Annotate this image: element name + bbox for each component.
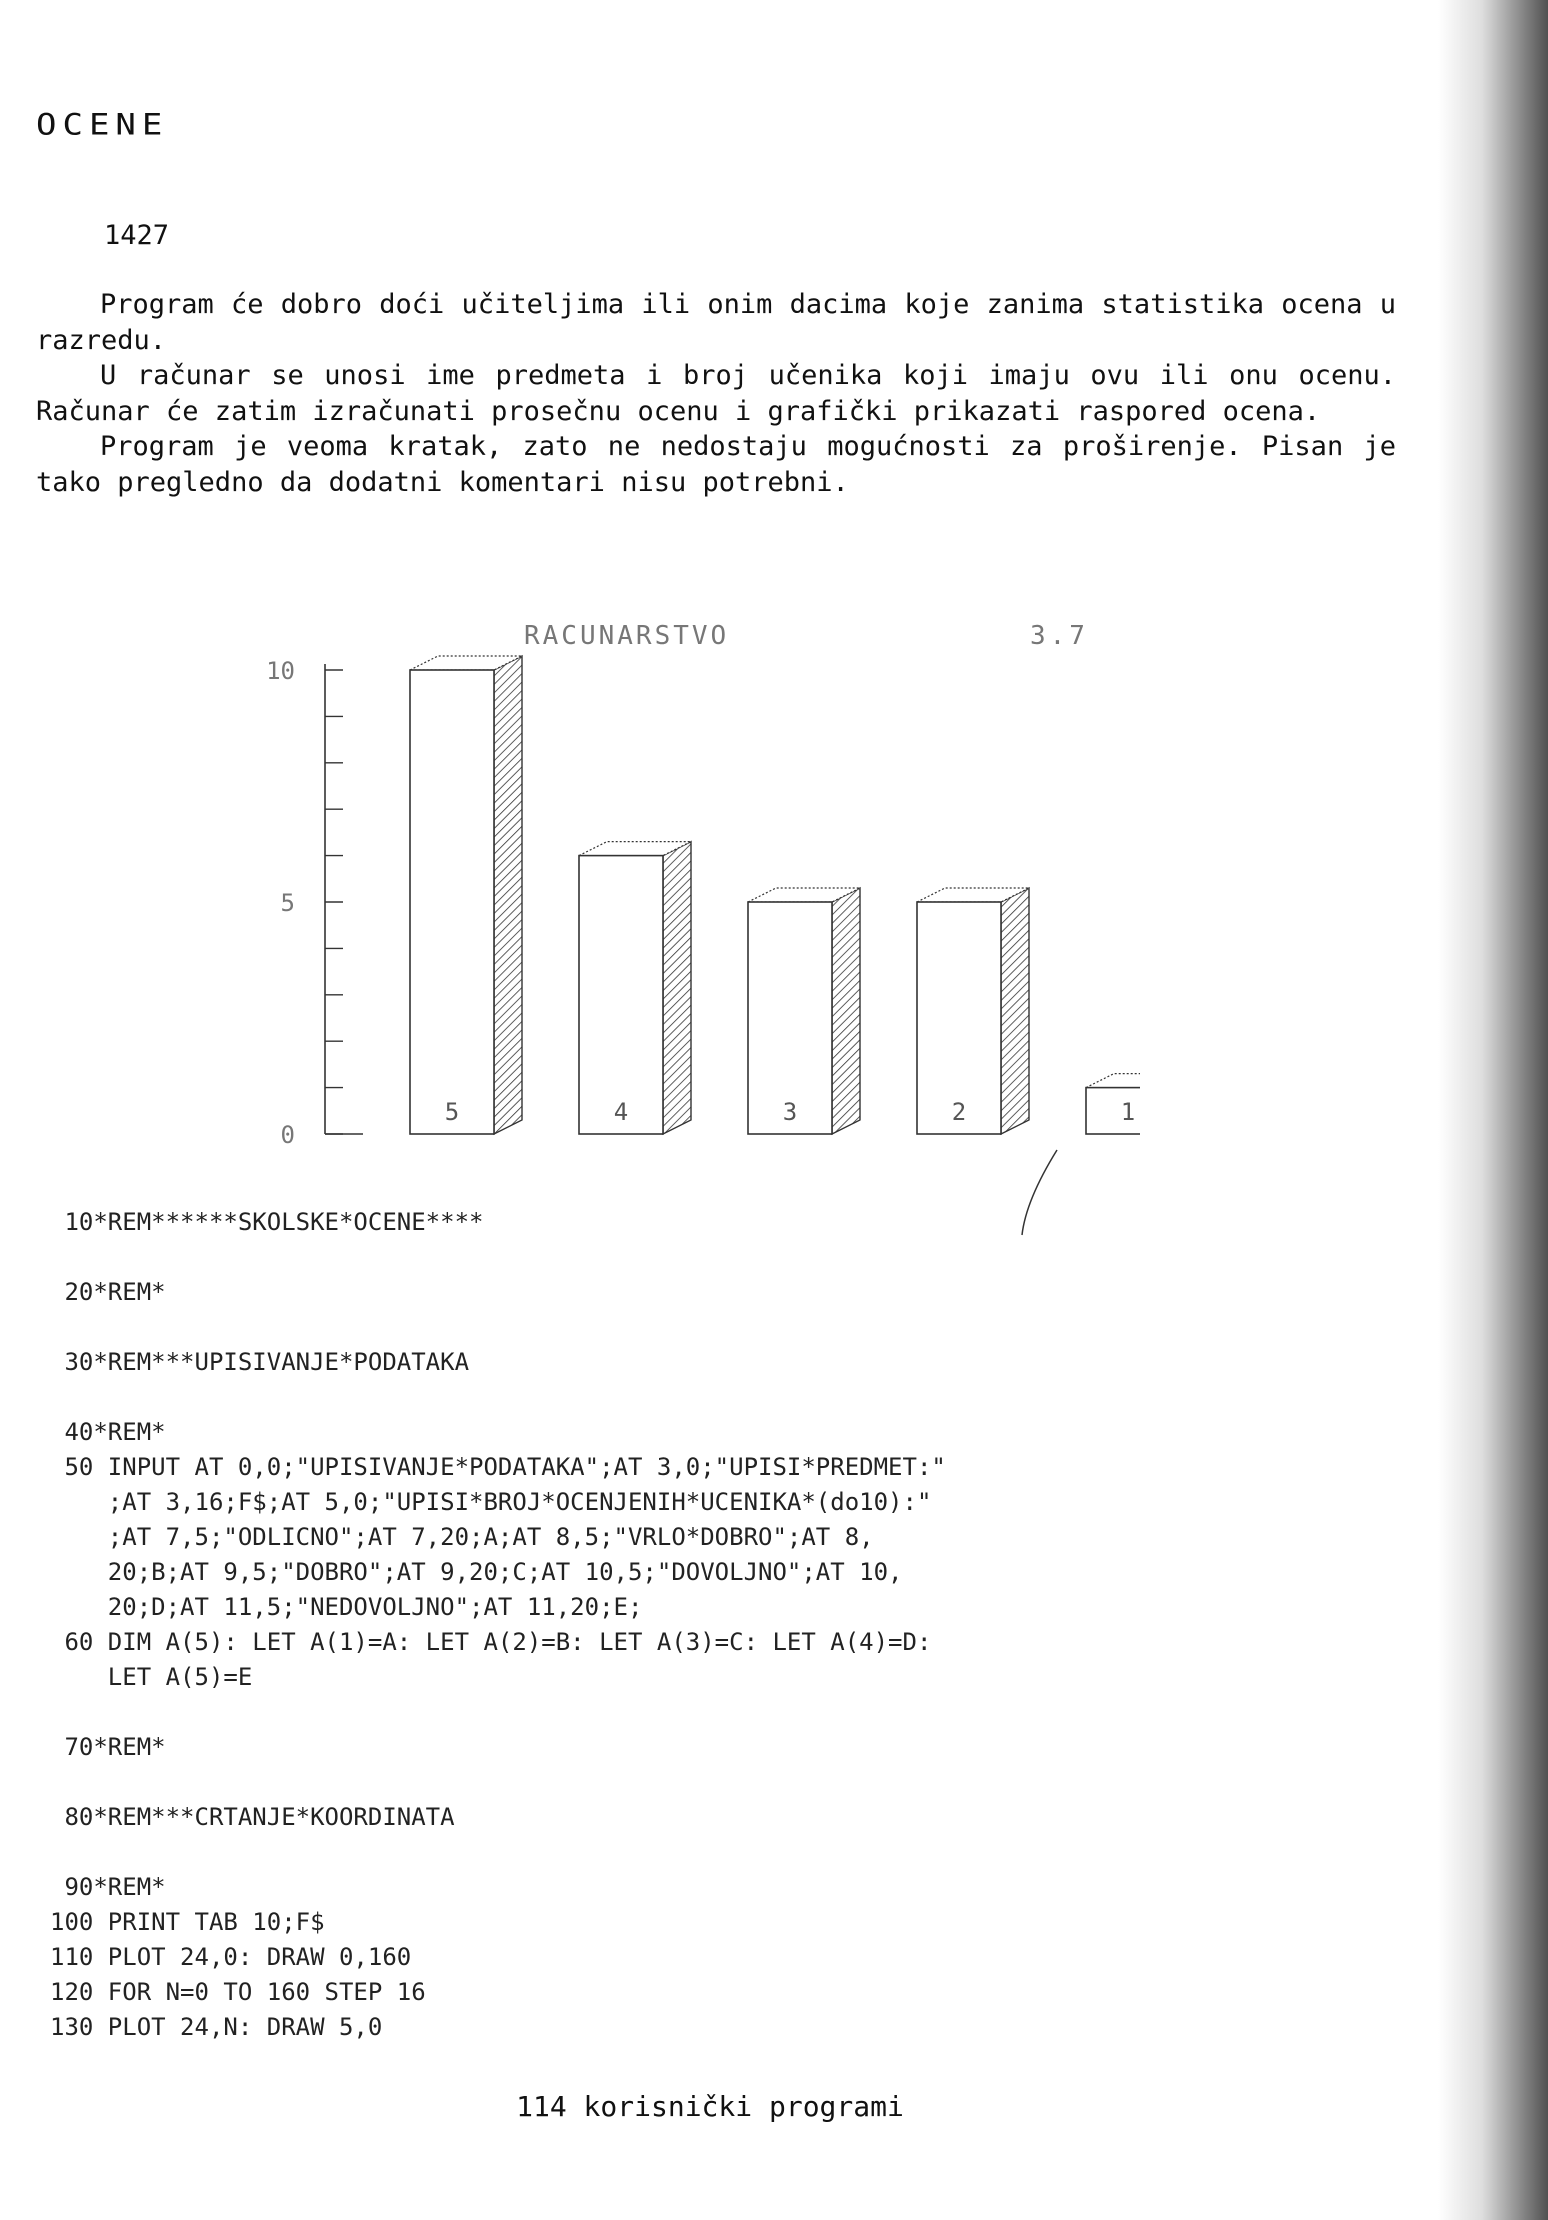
chart-average: 3.7	[1030, 621, 1089, 651]
code-line: 110 PLOT 24,0: DRAW 0,160	[50, 1943, 412, 1971]
bars	[410, 656, 1140, 1134]
paragraph-1: Program će dobro doći učiteljima ili onim dacima koje zanima statistika ocena u razredu.	[36, 289, 1396, 356]
code-line: 40*REM*	[50, 1418, 166, 1446]
y-tick-label: 10	[266, 657, 295, 685]
paragraph-2: U računar se unosi ime predmeta i broj učenika koji imaju ovu ili onu ocenu. Računar će zatim izračunati prosečnu ocenu i grafički prikazati raspored ocena.	[36, 360, 1396, 427]
chart-title: RACUNARSTVO	[524, 621, 730, 651]
y-tick-label: 0	[280, 1121, 295, 1149]
code-line: 70*REM*	[50, 1733, 166, 1761]
bar-grade-1	[1086, 1074, 1140, 1134]
bar-grade-5	[410, 656, 522, 1134]
bar-front	[579, 856, 663, 1134]
page-heading: OCENE	[36, 108, 169, 142]
bar-grade-4	[579, 842, 691, 1134]
bar-front	[410, 670, 494, 1134]
code-blank-line	[50, 1380, 1170, 1415]
code-blank-line	[50, 1765, 1170, 1800]
bar-grade-2	[917, 888, 1029, 1134]
page-footer: 114 korisnički programi	[516, 2090, 904, 2123]
code-line: ;AT 7,5;"ODLICNO";AT 7,20;A;AT 8,5;"VRLO*DOBRO";AT 8,	[50, 1523, 874, 1551]
grade-chart	[220, 610, 1140, 1250]
code-line: 20;B;AT 9,5;"DOBRO";AT 9,20;C;AT 10,5;"DOVOLJNO";AT 10,	[50, 1558, 903, 1586]
code-line: LET A(5)=E	[50, 1663, 253, 1691]
code-line: ;AT 3,16;F$;AT 5,0;"UPISI*BROJ*OCENJENIH*UCENIKA*(do10):"	[50, 1488, 932, 1516]
description	[36, 287, 1396, 500]
code-line: 20;D;AT 11,5;"NEDOVOLJNO";AT 11,20;E;	[50, 1593, 643, 1621]
paragraph-3: Program je veoma kratak, zato ne nedostaju mogućnosti za proširenje. Pisan je tako pregledno da dodatni komentari nisu potrebni.	[36, 431, 1396, 498]
code-line: 130 PLOT 24,N: DRAW 5,0	[50, 2013, 383, 2041]
bar-top	[1086, 1074, 1140, 1088]
code-line: 90*REM*	[50, 1873, 166, 1901]
code-line: 80*REM***CRTANJE*KOORDINATA	[50, 1803, 455, 1831]
bar-label: 1	[1120, 1098, 1136, 1126]
code-line: 100 PRINT TAB 10;F$	[50, 1908, 325, 1936]
code-listing	[50, 1205, 1170, 2045]
code-line: 120 FOR N=0 TO 160 STEP 16	[50, 1978, 426, 2006]
code-line: 50 INPUT AT 0,0;"UPISIVANJE*PODATAKA";AT 3,0;"UPISI*PREDMET:"	[50, 1453, 946, 1481]
code-line: 10*REM******SKOLSKE*OCENE****	[50, 1208, 484, 1236]
bar-side	[494, 656, 522, 1134]
bar-label: 4	[613, 1098, 629, 1126]
code-blank-line	[50, 1695, 1170, 1730]
bar-side	[1001, 888, 1029, 1134]
program-number: 1427	[104, 220, 170, 251]
bar-label: 5	[444, 1098, 460, 1126]
bar-side	[832, 888, 860, 1134]
bar-label: 3	[782, 1098, 798, 1126]
page-edge-shadow	[1438, 0, 1548, 2220]
code-blank-line	[50, 1310, 1170, 1345]
grade-chart-svg	[220, 610, 1140, 1250]
y-axis	[266, 657, 363, 1149]
y-tick-label: 5	[280, 889, 295, 917]
code-blank-line	[50, 1835, 1170, 1870]
code-blank-line	[50, 1240, 1170, 1275]
code-line: 60 DIM A(5): LET A(1)=A: LET A(2)=B: LET A(3)=C: LET A(4)=D:	[50, 1628, 932, 1656]
code-line: 20*REM*	[50, 1278, 166, 1306]
code-line: 30*REM***UPISIVANJE*PODATAKA	[50, 1348, 470, 1376]
bar-grade-3	[748, 888, 860, 1134]
bar-label: 2	[951, 1098, 967, 1126]
bar-side	[663, 842, 691, 1134]
